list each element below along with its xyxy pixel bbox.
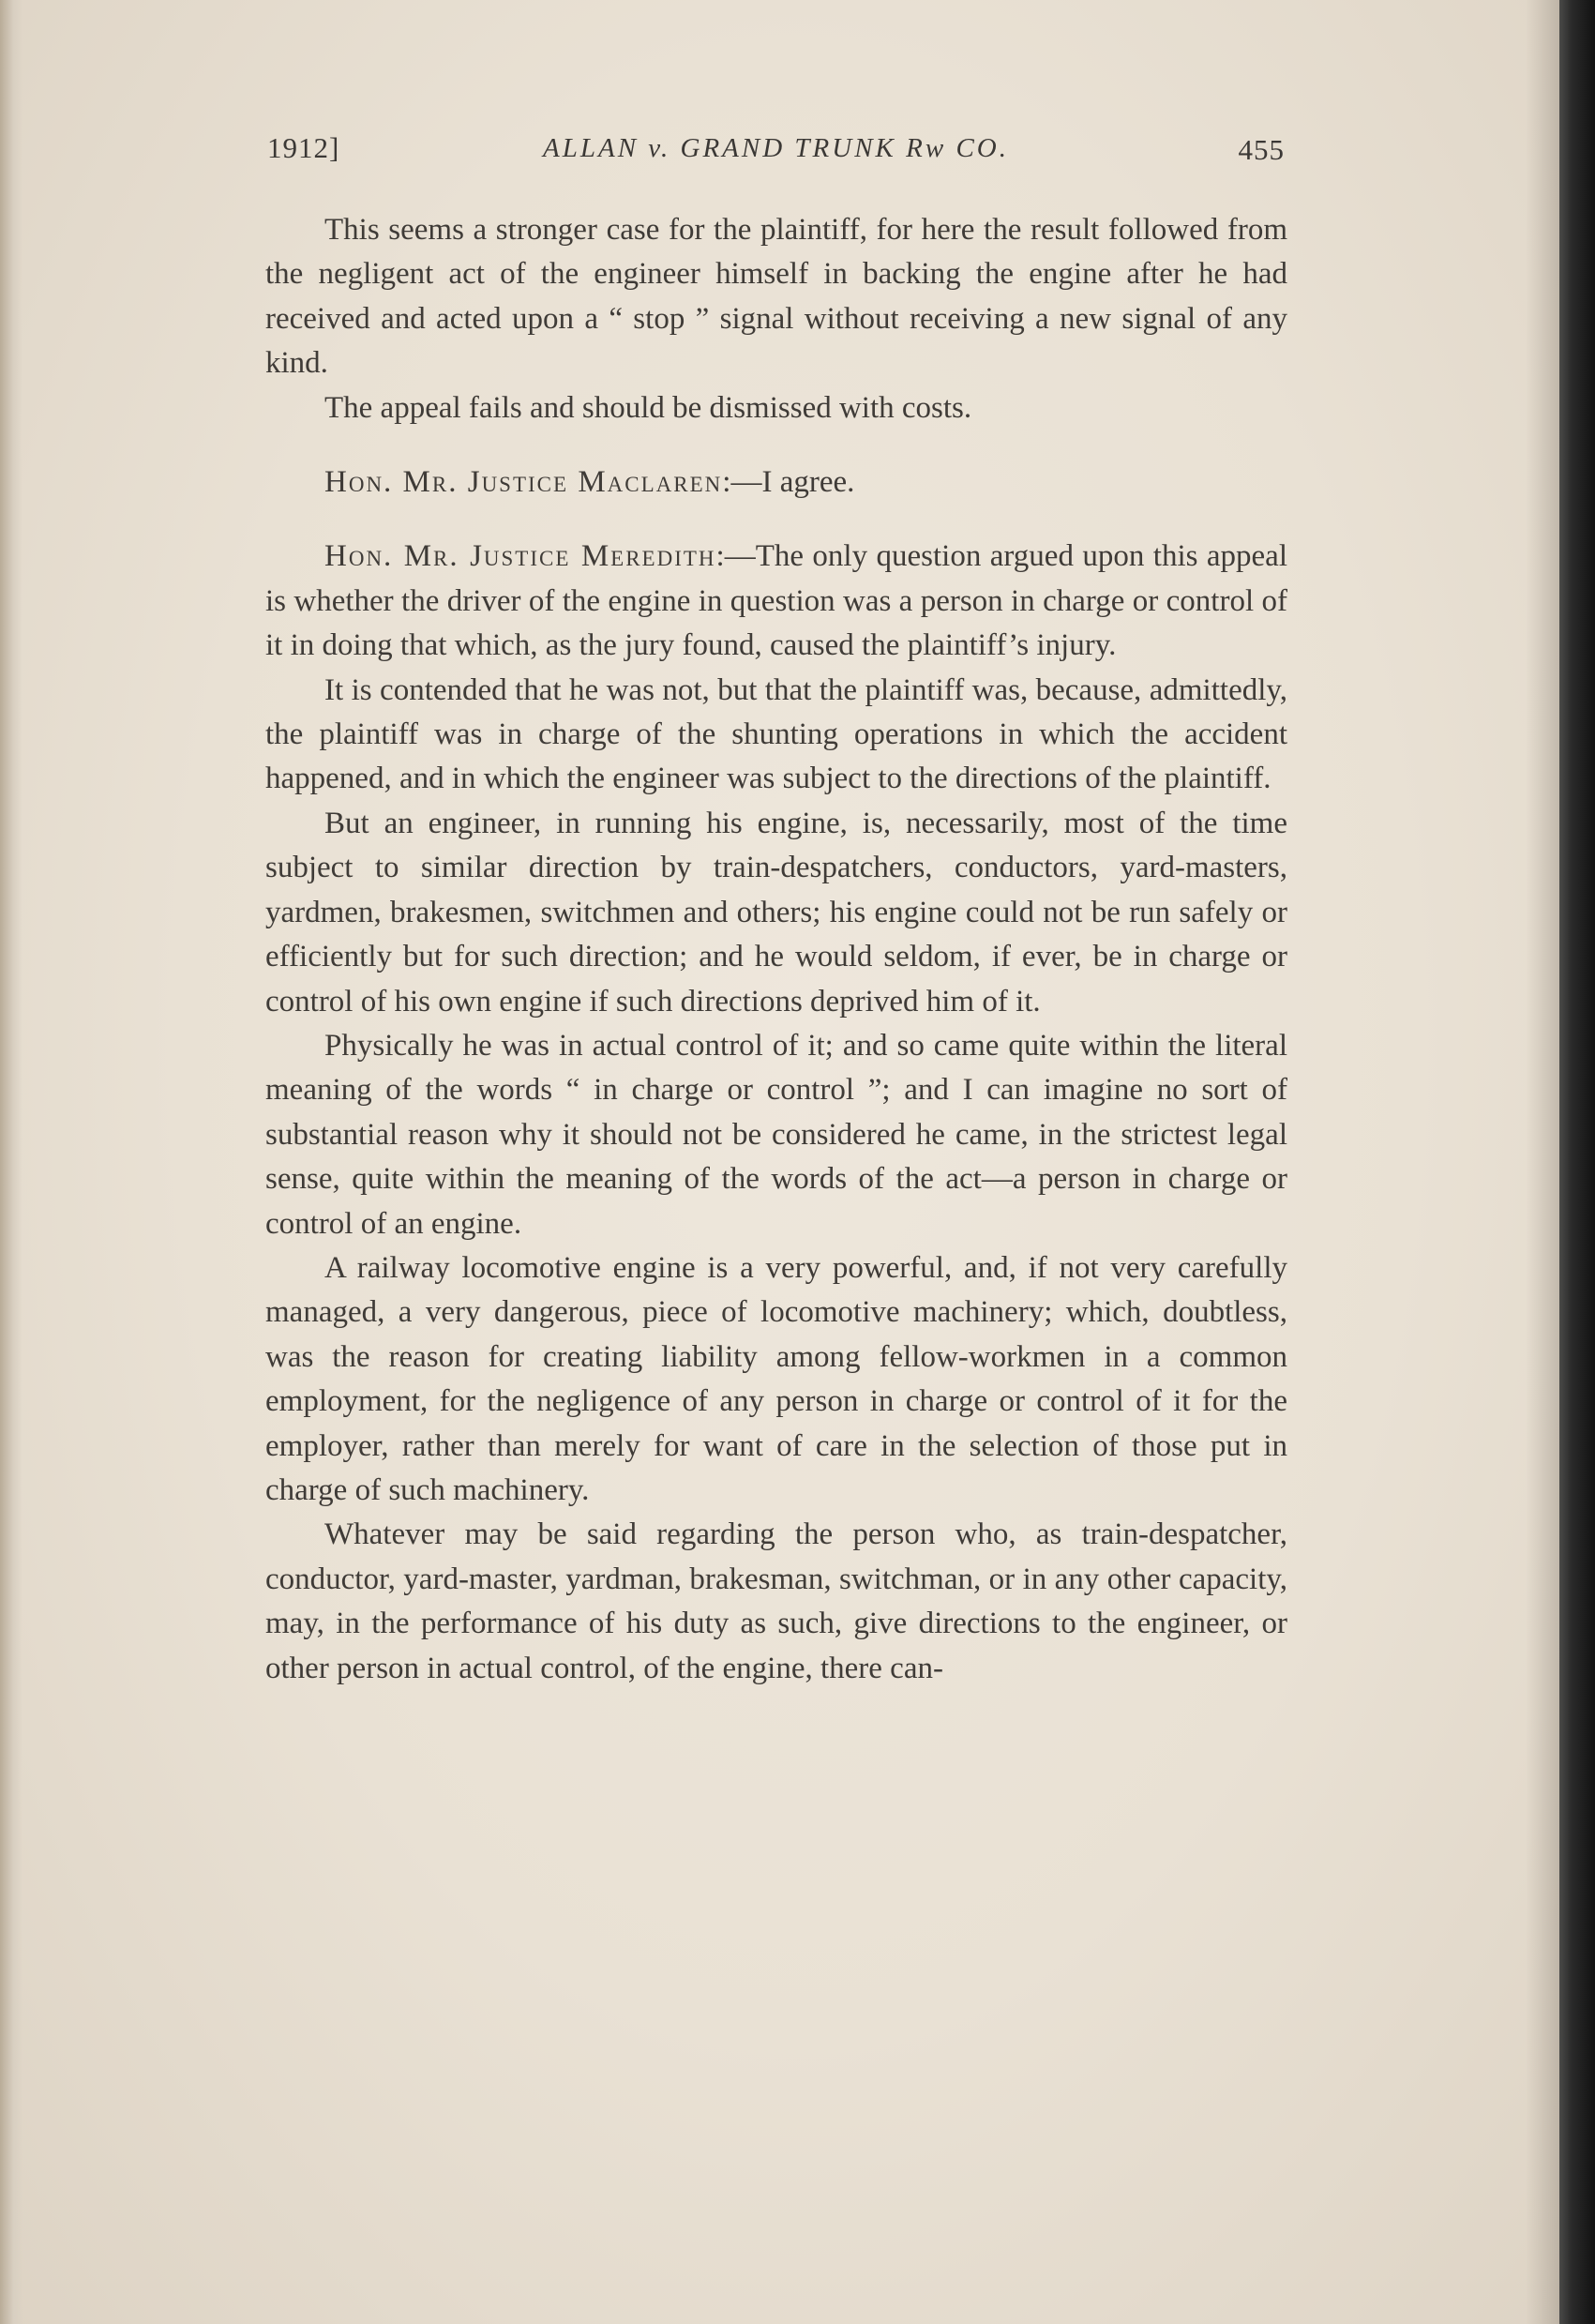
paragraph [265, 386, 1287, 430]
paragraph [265, 669, 1287, 802]
running-header [267, 131, 1285, 173]
paragraph-text: :—I agree. [722, 465, 855, 500]
paragraph-text: But an engineer, in running his engine, is, necessarily, most of the time subject to similar direction by train-despatchers, conductors, yard-masters, yardmen, brakesmen, switchmen and others; his engine could not be run safely or efficiently but for such direction; and he would seldom, if ever, be in charge or control of his own engine if such directions deprived him of it. [265, 806, 1287, 1019]
judge-name: Hon. Mr. Justice Meredith [324, 539, 716, 574]
paragraph-text: The appeal fails and should be dismissed with costs. [324, 390, 972, 425]
paragraph-text: This seems a stronger case for the plaintiff, for here the result followed from the negligent act of the engineer himself in backing the engine after he had received and acted upon a “ stop ” signal without receiving a new signal of any kind. [265, 213, 1287, 381]
page-edge-shadow [1526, 0, 1559, 2324]
header-case-title: ALLAN v. GRAND TRUNK Rw CO. [543, 133, 1009, 163]
header-year: 1912] [267, 131, 340, 164]
paragraph [265, 460, 1287, 505]
paragraph [265, 1024, 1287, 1246]
page-binding-shadow [0, 0, 23, 2324]
paragraph [265, 1246, 1287, 1513]
paragraph-text: It is contended that he was not, but that the plaintiff was, because, admittedly, the plaintiff was in charge of the shunting operations in which the accident happened, and in which the engineer was subject to the directions of the plaintiff. [265, 672, 1287, 796]
page-number: 455 [1238, 133, 1285, 166]
paragraph [265, 535, 1287, 668]
paragraph [265, 1513, 1287, 1691]
paragraph-text: A railway locomotive engine is a very powerful, and, if not very carefully managed, a very dangerous, piece of locomotive machinery; which, doubtless, was the reason for creating liability among fellow-workmen in a common employment, for the negligence of any person in charge or control of it for the employer, rather than merely for want of care in the selection of those put in charge of such machinery. [265, 1250, 1287, 1507]
body-text [265, 208, 1287, 1691]
paragraph [265, 208, 1287, 386]
judge-name: Hon. Mr. Justice Maclaren [324, 465, 723, 500]
paragraph-text: :—The only question argued upon this appeal is whether the driver of the engine in question was a person in charge or control of it in doing that which, as the jury found, caused the plaintiff’s injury. [265, 539, 1287, 663]
dark-background-edge [1559, 0, 1595, 2324]
paragraph-text: Whatever may be said regarding the person who, as train-despatcher, conductor, yard-master, yardman, brakesman, switchman, or in any other capacity, may, in the performance of his duty as such, give directions to the engineer, or other person in actual control, of the engine, there can- [265, 1517, 1287, 1685]
paragraph-text: Physically he was in actual control of it; and so came quite within the literal meaning of the words “ in charge or control ”; and I can imagine no sort of substantial reason why it should not be considered he came, in the strictest legal sense, quite within the meaning of the words of the act—a person in charge or control of an engine. [265, 1028, 1287, 1241]
paragraph [265, 802, 1287, 1024]
